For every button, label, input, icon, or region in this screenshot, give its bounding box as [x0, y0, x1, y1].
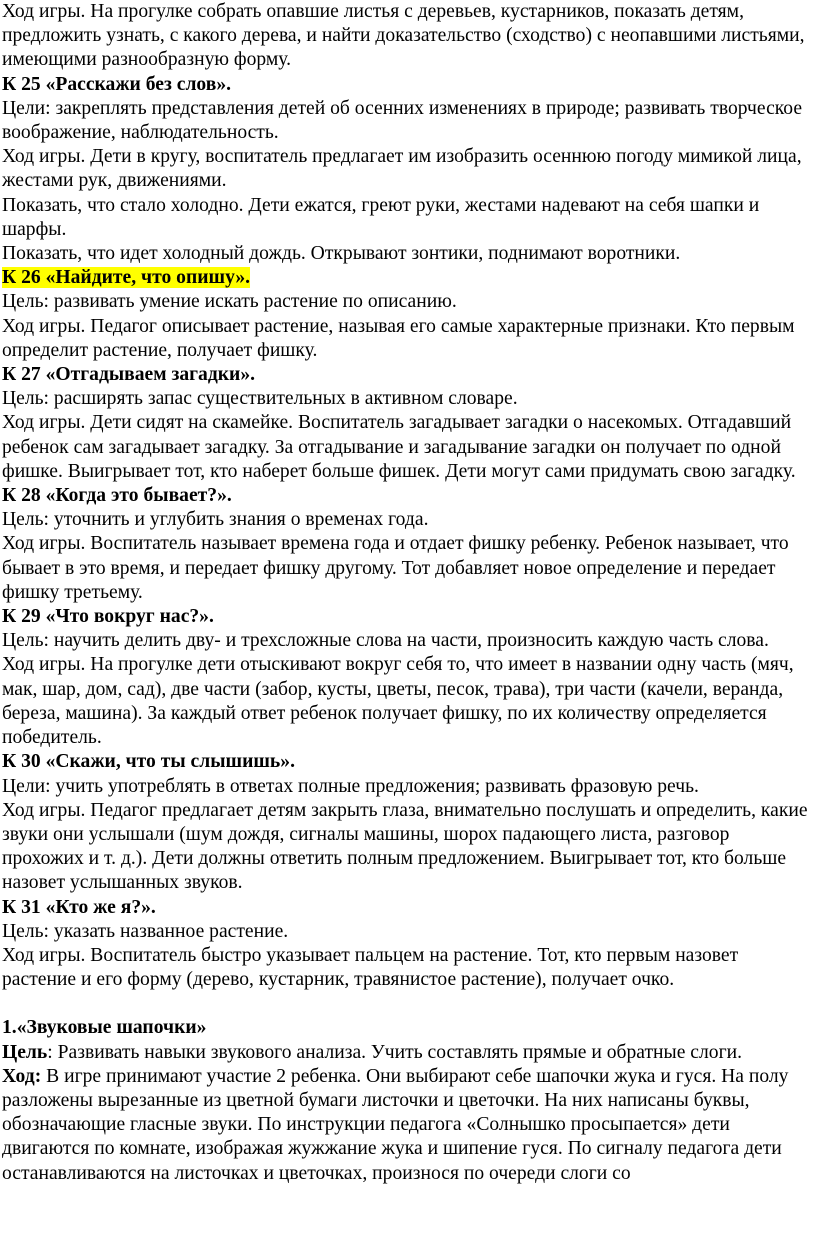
section-heading: К 31 «Кто же я?». [2, 896, 156, 918]
paragraph: Цель: развивать умение искать растение по описанию. [2, 291, 457, 313]
document-text [2, 0, 808, 1186]
section-heading: К 28 «Когда это бывает?». [2, 485, 232, 507]
paragraph [2, 1041, 808, 1065]
paragraph: Цель: указать названное растение. [2, 920, 289, 942]
paragraph: Цель: научить делить дву- и трехсложные слова на части, произносить каждую часть слова. [2, 630, 769, 652]
paragraph-text: В игре принимают участие 2 ребенка. Они выбирают себе шапочки жука и гуся. На полу разложены вырезанные из цветной бумаги листочки и цветочки. На них написаны буквы, обозначающие гласные звуки. По инструкции педагога «Солнышко просыпается» дети двигаются по комнате, изображая жужжание жука и шипение гуся. По сигналу педагога дети останавливаются на листочках и цветочках, произнося по очереди слоги со [2, 1065, 789, 1184]
paragraph: Ход игры. Дети в кругу, воспитатель предлагает им изобразить осеннюю погоду мимикой лица, жестами рук, движениями. [2, 146, 802, 192]
paragraph-lead-label: Ход: [2, 1065, 42, 1087]
paragraph: Ход игры. Педагог предлагает детям закрыть глаза, внимательно послушать и определить, какие звуки они услышали (шум дождя, сигналы машины, шорох падающего листа, разговор прохожих и т. д.). Дети должны ответить полным предложением. Выигрывает тот, кто больше назовет услышанных звуков. [2, 799, 808, 894]
paragraph: Показать, что идет холодный дождь. Открывают зонтики, поднимают воротники. [2, 243, 681, 265]
highlighted-heading-text: К 26 «Найдите, что опишу». [2, 267, 251, 289]
paragraph: Ход игры. Воспитатель быстро указывает пальцем на растение. Тот, кто первым назовет растение и его форму (дерево, кустарник, травянистое растение), получает очко. [2, 944, 739, 991]
section-heading: К 29 «Что вокруг нас?». [2, 606, 214, 628]
paragraph: Цель: уточнить и углубить знания о временах года. [2, 509, 429, 531]
paragraph: Ход игры. Педагог описывает растение, называя его самые характерные признаки. Кто первым определит растение, получает фишку. [2, 315, 795, 361]
paragraph-lead-label: Цель [2, 1041, 48, 1063]
paragraph: Ход игры. На прогулке дети отыскивают вокруг себя то, что имеет в названии одну часть (мяч, мак, шар, дом, сад), две части (забор, кусты, цветы, песок, трава), три части (качели, веранда, береза, машина). За каждый ответ ребенок получает фишку, по их количеству определяется победитель. [2, 654, 794, 749]
paragraph: Ход игры. Воспитатель называет времена года и отдает фишку ребенку. Ребенок называет, что бывает в это время, и передает фишку другому. Тот добавляет новое определение и передает фишку третьему. [2, 533, 789, 603]
paragraph: Цели: закреплять представления детей об осенних изменениях в природе; развивать творческое воображение, наблюдательность. [2, 97, 803, 144]
paragraph-text: : Развивать навыки звукового анализа. Учить составлять прямые и обратные слоги. [47, 1041, 742, 1063]
section-heading: 1.«Звуковые шапочки» [2, 1017, 207, 1039]
section-heading: К 27 «Отгадываем загадки». [2, 364, 256, 386]
section-heading: К 30 «Скажи, что ты слышишь». [2, 751, 295, 773]
paragraph: Ход игры. Дети сидят на скамейке. Воспитатель загадывает загадки о насекомых. Отгадавший ребенок сам загадывает загадку. За отгадывание и загадывание загадки он получает по одной фишке. Выигрывает тот, кто наберет больше фишек. Дети могут сами придумать свою загадку. [2, 412, 796, 482]
paragraph: Показать, что стало холодно. Дети ежатся, греют руки, жестами надевают на себя шапки и шарфы. [2, 194, 760, 240]
paragraph [2, 1065, 808, 1186]
section-heading: К 25 «Расскажи без слов». [2, 73, 232, 95]
paragraph-gap [2, 992, 808, 1016]
paragraph: Цель: расширять запас существительных в активном словаре. [2, 388, 518, 410]
paragraph: Ход игры. На прогулке собрать опавшие листья с деревьев, кустарников, показать детям, предложить узнать, с какого дерева, и найти доказательство (сходство) с неопавшими листьями, имеющими разнообразную форму. [2, 1, 805, 71]
highlighted-section-heading [2, 266, 808, 290]
paragraph: Цели: учить употреблять в ответах полные предложения; развивать фразовую речь. [2, 775, 699, 797]
